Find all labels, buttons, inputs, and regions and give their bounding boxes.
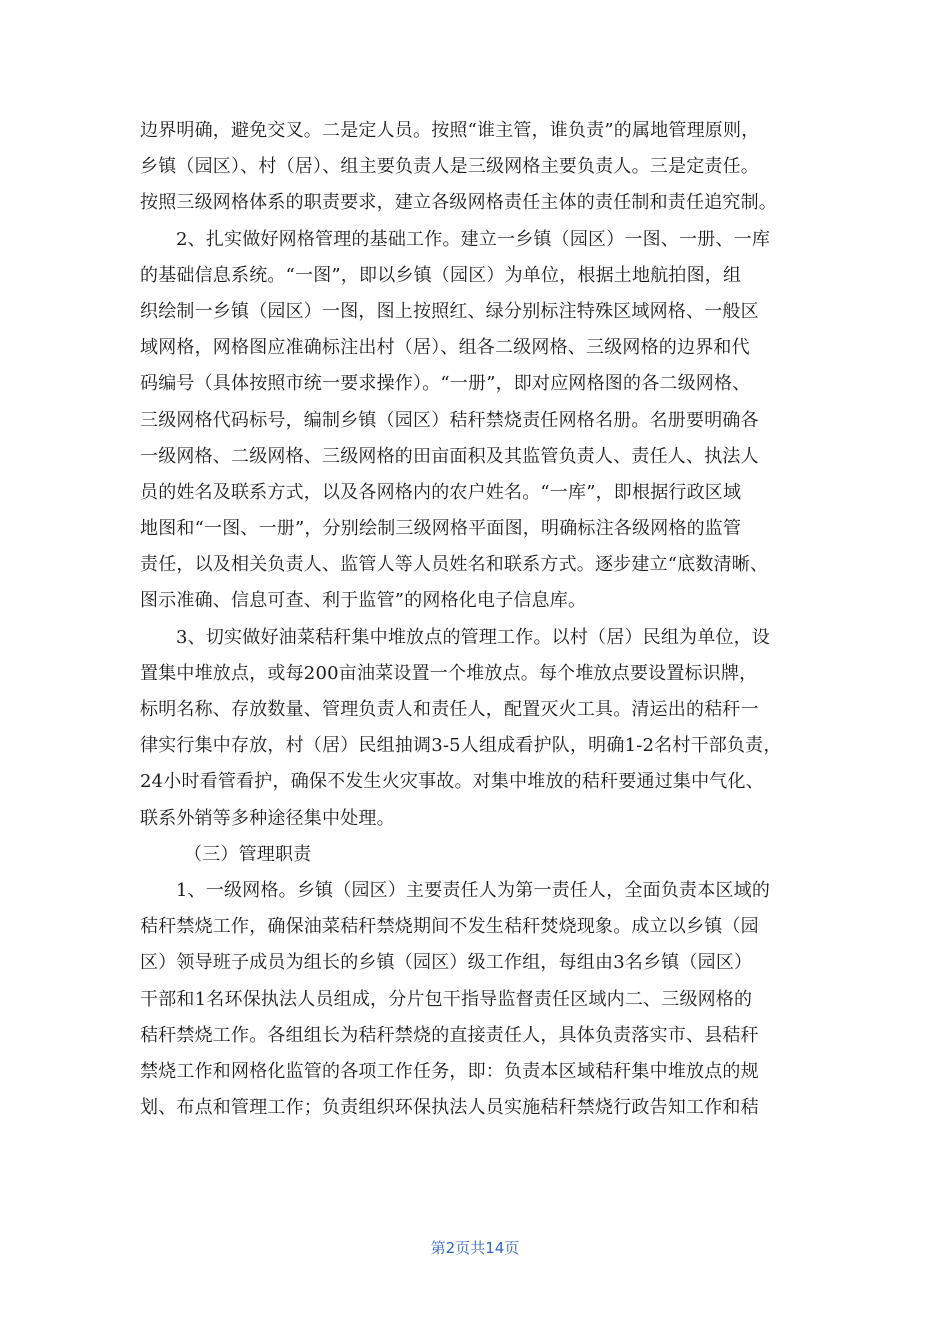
paragraph <box>140 620 830 837</box>
text-line: 律实行集中存放，村（居）民组抽调3-5人组成看护队，明确1-2名村干部负责， <box>140 735 782 757</box>
text-line: 区）领导班子成员为组长的乡镇（园区）级工作组，每组由3名乡镇（园区） <box>140 952 753 974</box>
paragraph <box>140 837 830 873</box>
text-line: 一级网格、二级网格、三级网格的田亩面积及其监管负责人、责任人、执法人 <box>140 445 759 467</box>
text-line: 置集中堆放点，或每200亩油菜设置一个堆放点。每个堆放点要设置标识牌， <box>140 662 758 684</box>
text-line: 按照三级网格体系的职责要求，建立各级网格责任主体的责任制和责任追究制。 <box>140 192 777 214</box>
paragraph <box>140 113 830 222</box>
text-line: 2、扎实做好网格管理的基础工作。建立一乡镇（园区）一图、一册、一库 <box>176 228 771 250</box>
text-line: 域网格，网格图应准确标注出村（居）、组各二级网格、三级网格的边界和代 <box>140 337 750 359</box>
text-line: 联系外销等多种途径集中处理。 <box>140 807 395 829</box>
text-line: 码编号（具体按照市统一要求操作）。“一册”，即对应网格图的各二级网格、 <box>140 373 751 395</box>
text-line: 责任，以及相关负责人、监管人等人员姓名和联系方式。逐步建立“底数清晰、 <box>140 554 769 576</box>
paragraph <box>140 873 830 1126</box>
text-line: 边界明确，避免交叉。二是定人员。按照“谁主管，谁负责”的属地管理原则， <box>140 120 760 141</box>
text-line: 的基础信息系统。“一图”，即以乡镇（园区）为单位，根据土地航拍图，组 <box>140 264 742 286</box>
text-line: 3、切实做好油菜秸秆集中堆放点的管理工作。以村（居）民组为单位，设 <box>176 626 771 648</box>
text-line: 三级网格代码标号，编制乡镇（园区）秸秆禁烧责任网格名册。名册要明确各 <box>140 409 759 431</box>
text-line: 图示准确、信息可查、利于监管”的网格化电子信息库。 <box>140 590 587 612</box>
text-line: 秸秆禁烧工作。各组组长为秸秆禁烧的直接责任人，具体负责落实市、县秸秆 <box>140 1024 759 1046</box>
paragraph <box>140 222 830 620</box>
document-body <box>140 113 830 1126</box>
section-heading: （三）管理职责 <box>184 843 312 865</box>
text-line: 员的姓名及联系方式，以及各网格内的农户姓名。“一库”，即根据行政区域 <box>140 481 742 503</box>
text-line: 划、布点和管理工作；负责组织环保执法人员实施秸秆禁烧行政告知工作和秸 <box>140 1097 759 1119</box>
text-line: 禁烧工作和网格化监管的各项工作任务，即：负责本区域秸秆集中堆放点的规 <box>140 1060 759 1082</box>
text-line: 24小时看管看护，确保不发生火灾事故。对集中堆放的秸秆要通过集中气化、 <box>140 771 764 793</box>
text-line: 乡镇（园区）、村（居）、组主要负责人是三级网格主要负责人。三是定责任。 <box>140 156 759 178</box>
text-line: 干部和1名环保执法人员组成，分片包干指导监督责任区域内二、三级网格的 <box>140 988 753 1010</box>
text-line: 织绘制一乡镇（园区）一图，图上按照红、绿分别标注特殊区域网格、一般区 <box>140 300 759 322</box>
text-line: 1、一级网格。乡镇（园区）主要责任人为第一责任人，全面负责本区域的 <box>176 879 771 901</box>
page-number-footer: 第2页共14页 <box>430 1239 520 1257</box>
text-line: 秸秆禁烧工作，确保油菜秸秆禁烧期间不发生秸秆焚烧现象。成立以乡镇（园 <box>140 916 759 938</box>
text-line: 地图和“一图、一册”，分别绘制三级网格平面图，明确标注各级网格的监管 <box>140 518 742 540</box>
text-line: 标明名称、存放数量、管理负责人和责任人，配置灭火工具。清运出的秸秆一 <box>140 699 759 720</box>
